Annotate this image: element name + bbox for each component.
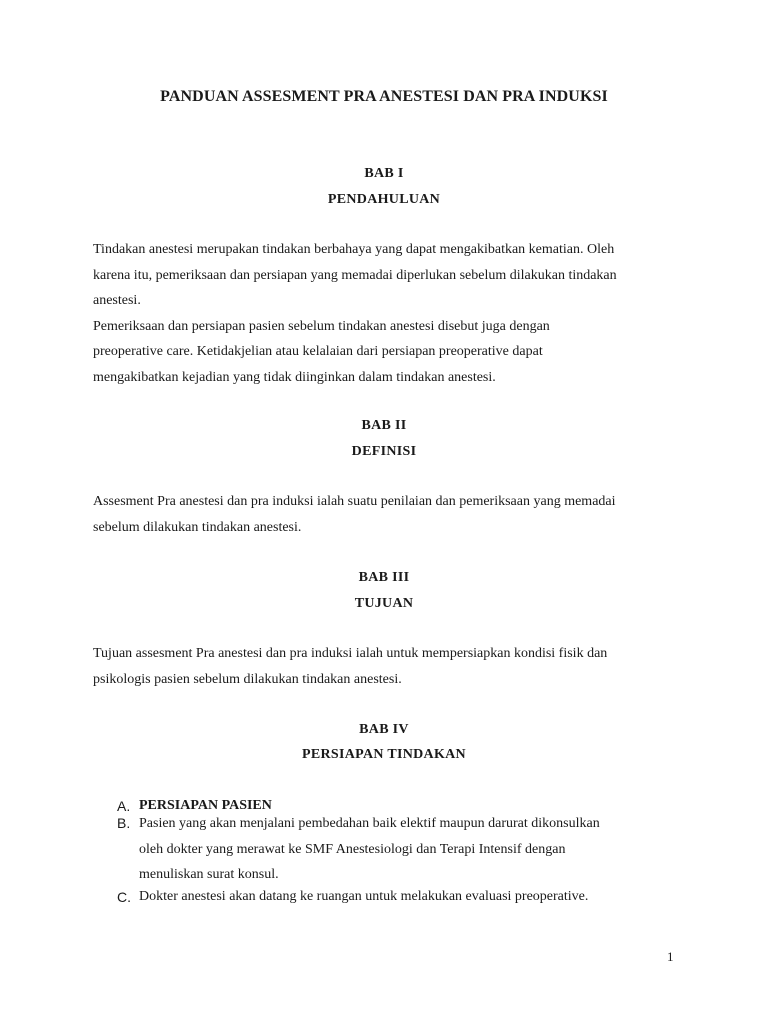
chapter-title: PERSIAPAN TINDAKAN [302, 747, 466, 762]
paragraph-line: anestesi. [93, 293, 141, 308]
chapter-number: BAB I [364, 166, 404, 181]
list-item-text: menuliskan surat konsul. [139, 867, 279, 882]
list-item [117, 811, 697, 888]
persiapan-list [117, 797, 697, 906]
paragraph-definisi [93, 489, 693, 540]
page-number: 1 [667, 949, 674, 964]
document-title: PANDUAN ASSESMENT PRA ANESTESI DAN PRA INDUKSI [160, 88, 608, 105]
chapter-number: BAB III [358, 570, 410, 585]
paragraph-pendahuluan [93, 237, 693, 390]
list-item-text: PERSIAPAN PASIEN [139, 798, 272, 813]
chapter-title: DEFINISI [351, 444, 417, 459]
list-item-text: oleh dokter yang merawat ke SMF Anestesiologi dan Terapi Intensif dengan [139, 841, 566, 857]
list-marker: C. [117, 888, 131, 905]
chapter-number: BAB IV [359, 722, 409, 737]
paragraph-line: sebelum dilakukan tindakan anestesi. [93, 519, 302, 535]
paragraph-line: Pemeriksaan dan persiapan pasien sebelum tindakan anestesi disebut juga dengan [93, 318, 550, 334]
paragraph-line: preoperative care. Ketidakjelian atau kelalaian dari persiapan preoperative dapat [93, 344, 543, 359]
paragraph-line: Tujuan assesment Pra anestesi dan pra induksi ialah untuk mempersiapkan kondisi fisik dan [93, 646, 608, 661]
paragraph-line: mengakibatkan kejadian yang tidak diinginkan dalam tindakan anestesi. [93, 369, 496, 385]
chapter-number: BAB II [361, 418, 407, 433]
chapter-title: TUJUAN [354, 596, 414, 611]
paragraph-line: Assesment Pra anestesi dan pra induksi ialah suatu penilaian dan pemeriksaan yang memadai [93, 494, 616, 509]
paragraph-line: psikologis pasien sebelum dilakukan tindakan anestesi. [93, 671, 402, 687]
paragraph-line: karena itu, pemeriksaan dan persiapan yang memadai diperlukan sebelum dilakukan tindakan [93, 267, 617, 283]
list-marker: B. [117, 815, 131, 831]
list-marker: A. [117, 798, 131, 814]
list-item-text: Pasien yang akan menjalani pembedahan baik elektif maupun darurat dikonsulkan [139, 816, 600, 831]
list-item [117, 888, 697, 906]
chapter-title: PENDAHULUAN [327, 192, 441, 207]
list-item-text: Dokter anestesi akan datang ke ruangan untuk melakukan evaluasi preoperative. [139, 888, 589, 904]
paragraph-line: Tindakan anestesi merupakan tindakan berbahaya yang dapat mengakibatkan kematian. Oleh [93, 242, 615, 257]
paragraph-tujuan [93, 641, 693, 692]
